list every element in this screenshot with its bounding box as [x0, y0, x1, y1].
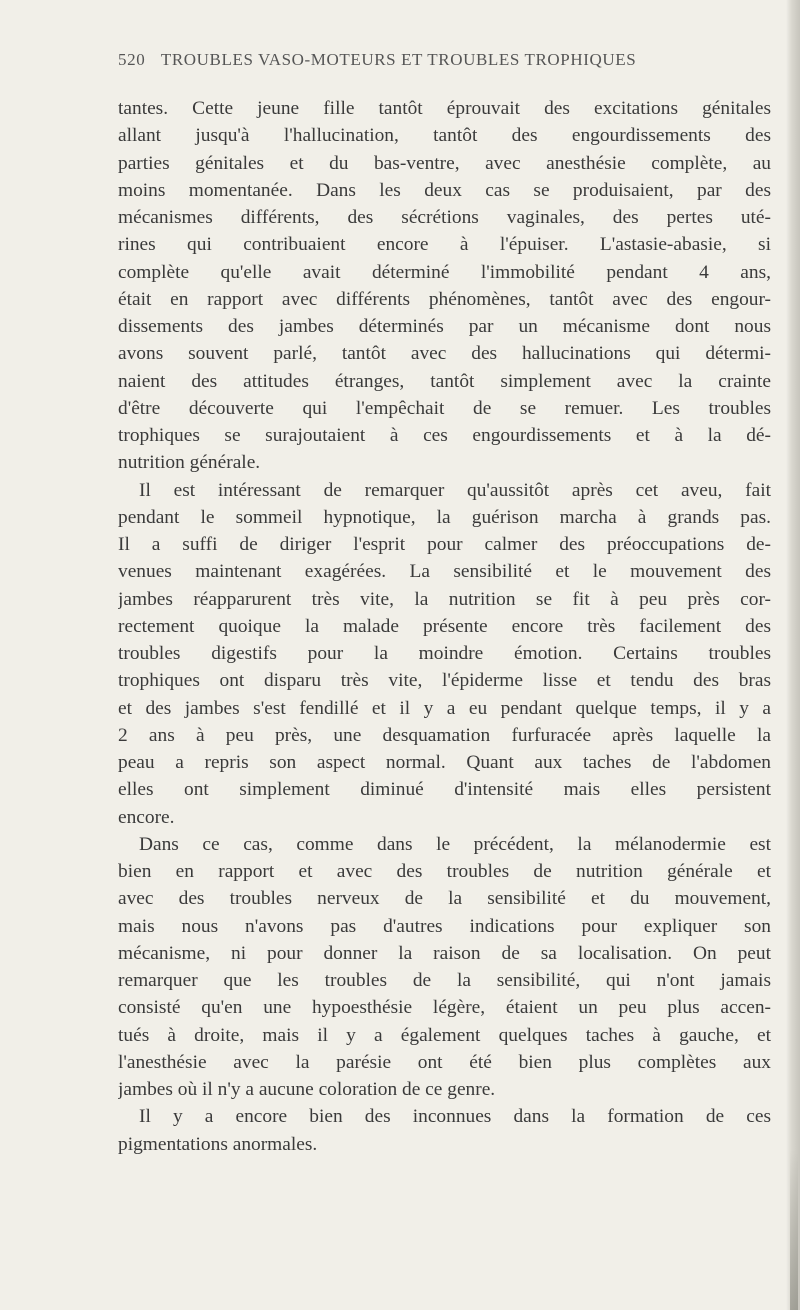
text-line: tantes. Cette jeune fille tantôt éprouvait des excitations génitales	[118, 98, 771, 119]
text-line: était en rapport avec différents phénomènes, tantôt avec des engour-	[118, 288, 771, 310]
text-line: mais nous n'avons pas d'autres indications pour expliquer son	[118, 915, 771, 937]
text-line: parties génitales et du bas-ventre, avec anesthésie complète, au	[118, 152, 771, 174]
text-line: avec des troubles nerveux de la sensibilité et du mouvement,	[118, 888, 771, 910]
text-line: pendant le sommeil hypnotique, la guérison marcha à grands pas.	[118, 506, 771, 528]
text-line: bien en rapport et avec des troubles de nutrition générale et	[118, 861, 771, 882]
text-line: rectement quoique la malade présente encore très facilement des	[118, 615, 771, 637]
text-line: consisté qu'en une hypoesthésie légère, étaient un peu plus accen-	[118, 997, 771, 1019]
page-edge-shadow	[786, 0, 800, 1310]
text-line: mécanisme, ni pour donner la raison de sa localisation. On peut	[118, 942, 771, 964]
text-line: l'anesthésie avec la parésie ont été bien plus complètes aux	[118, 1051, 771, 1073]
text-line: Dans ce cas, comme dans le précédent, la mélanodermie est	[139, 833, 771, 855]
text-line: d'être découverte qui l'empêchait de se remuer. Les troubles	[118, 397, 771, 419]
text-line: jambes où il n'y a aucune coloration de ce genre.	[118, 1079, 496, 1100]
text-line: encore.	[118, 806, 175, 828]
page-number: 520	[118, 50, 146, 69]
text-line: et des jambes s'est fendillé et il y a eu pendant quelque temps, il y a	[118, 697, 771, 719]
running-title: TROUBLES VASO-MOTEURS ET TROUBLES TROPHIQUES	[160, 50, 637, 69]
text-line: nutrition générale.	[118, 452, 261, 474]
text-line: avons souvent parlé, tantôt avec des hallucinations qui détermi-	[118, 343, 771, 365]
text-line: Il y a encore bien des inconnues dans la formation de ces	[139, 1106, 771, 1128]
text-line: rines qui contribuaient encore à l'épuiser. L'astasie-abasie, si	[118, 234, 771, 256]
text-line: trophiques se surajoutaient à ces engourdissements et à la dé-	[118, 425, 771, 446]
text-line: peau a repris son aspect normal. Quant aux taches de l'abdomen	[118, 752, 771, 773]
text-line: jambes réapparurent très vite, la nutrition se fit à peu près cor-	[118, 588, 771, 610]
text-line: 2 ans à peu près, une desquamation furfuracée après laquelle la	[118, 724, 771, 746]
text-line: trophiques ont disparu très vite, l'épiderme lisse et tendu des bras	[118, 670, 771, 692]
text-line: pigmentations anormales.	[118, 1133, 318, 1155]
page-edge-shadow-bottom	[790, 1150, 798, 1310]
text-line: mécanismes différents, des sécrétions vaginales, des pertes uté-	[118, 207, 771, 228]
text-line: allant jusqu'à l'hallucination, tantôt des engourdissements des	[118, 125, 771, 147]
text-line: Il est intéressant de remarquer qu'aussitôt après cet aveu, fait	[139, 479, 771, 501]
text-line: tués à droite, mais il y a également quelques taches à gauche, et	[118, 1024, 771, 1046]
text-line: venues maintenant exagérées. La sensibilité et le mouvement des	[118, 561, 771, 583]
text-line: naient des attitudes étranges, tantôt simplement avec la crainte	[118, 370, 771, 392]
text-line: troubles digestifs pour la moindre émotion. Certains troubles	[118, 643, 771, 664]
text-line: complète qu'elle avait déterminé l'immobilité pendant 4 ans,	[118, 261, 771, 283]
body-text	[118, 95, 771, 1158]
text-line: remarquer que les troubles de la sensibilité, qui n'ont jamais	[118, 970, 771, 991]
running-header	[118, 50, 718, 70]
text-line: moins momentanée. Dans les deux cas se produisaient, par des	[118, 179, 771, 201]
text-line: dissements des jambes déterminés par un mécanisme dont nous	[118, 316, 771, 337]
text-line: Il a suffi de diriger l'esprit pour calmer des préoccupations de-	[118, 534, 771, 555]
text-line: elles ont simplement diminué d'intensité mais elles persistent	[118, 779, 771, 801]
